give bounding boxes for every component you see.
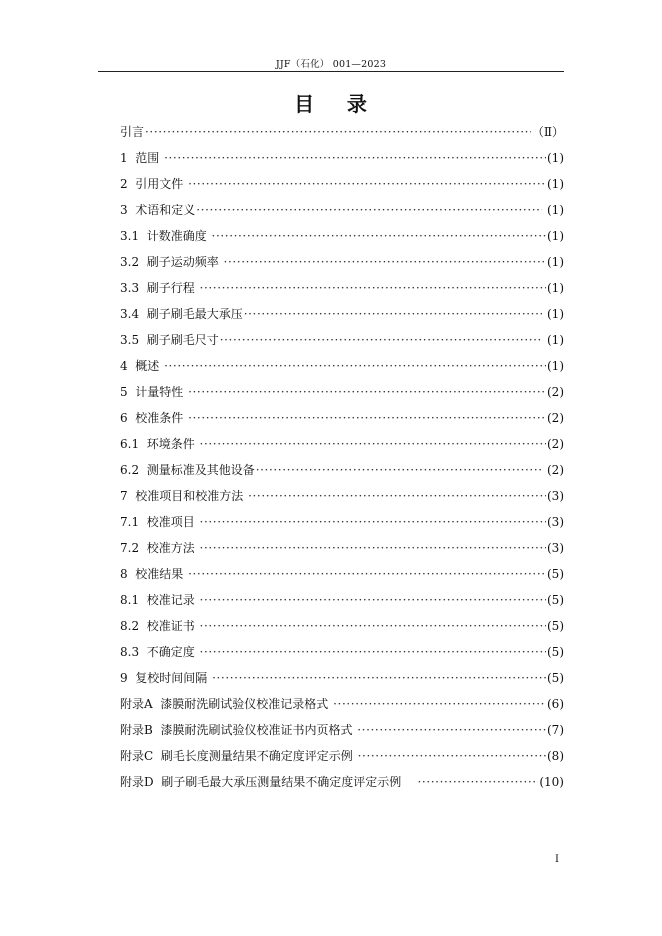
toc-entry-6-2[interactable]	[120, 457, 564, 483]
toc-entry-page: (2)	[547, 385, 564, 399]
toc-entry-label: 附录C 刷毛长度测量结果不确定度评定示例	[120, 749, 357, 763]
toc-leader-dots	[200, 613, 546, 639]
toc-leader-dots	[244, 301, 542, 327]
toc-entry-foreword[interactable]	[120, 119, 564, 145]
toc-entry-7-2[interactable]	[120, 535, 564, 561]
toc-entry-label: 3.4 刷子刷毛最大承压	[120, 307, 243, 321]
toc-entry-appendix-b[interactable]	[120, 717, 564, 743]
toc-entry-label: 6.2 测量标准及其他设备	[120, 463, 255, 477]
toc-entry-label: 附录B 漆膜耐洗刷试验仪校准证书内页格式	[120, 723, 357, 737]
toc-entry-3-3[interactable]	[120, 275, 564, 301]
toc-entry-6-1[interactable]	[120, 431, 564, 457]
toc-entry-1[interactable]	[120, 145, 564, 171]
toc-entry-label: 8.1 校准记录	[120, 593, 199, 607]
toc-leader-dots	[418, 769, 539, 795]
toc-entry-8[interactable]	[120, 561, 564, 587]
toc-entry-label: 2 引用文件	[120, 177, 188, 191]
toc-entry-label: 6 校准条件	[120, 411, 188, 425]
header-rule	[98, 71, 564, 72]
toc-entry-page: (1)	[543, 333, 564, 347]
toc-entry-2[interactable]	[120, 171, 564, 197]
toc-entry-page: (5)	[547, 593, 564, 607]
toc-entry-label: 6.1 环境条件	[120, 437, 199, 451]
toc-leader-dots	[145, 119, 531, 145]
toc-entry-label: 引言	[120, 125, 145, 139]
toc-leader-dots	[256, 457, 542, 483]
toc-entry-8-3[interactable]	[120, 639, 564, 665]
toc-leader-dots	[188, 171, 546, 197]
toc-entry-page: (3)	[547, 515, 564, 529]
toc-entry-7-1[interactable]	[120, 509, 564, 535]
toc-entry-3-4[interactable]	[120, 301, 564, 327]
toc-entry-label: 附录D 刷子刷毛最大承压测量结果不确定度评定示例	[120, 775, 417, 789]
toc-entry-page: (1)	[543, 307, 564, 321]
toc-leader-dots	[212, 665, 546, 691]
toc-leader-dots	[200, 509, 546, 535]
toc-leader-dots	[196, 197, 542, 223]
toc-entry-page: (1)	[547, 151, 564, 165]
toc-leader-dots	[200, 587, 546, 613]
toc-leader-dots	[200, 639, 546, 665]
toc-leader-dots	[200, 275, 546, 301]
running-header: JJF（石化） 001—2023	[275, 59, 387, 70]
page-title: 目 录	[294, 92, 368, 116]
toc-entry-page: (1)	[547, 359, 564, 373]
toc-entry-label: 附录A 漆膜耐洗刷试验仪校准记录格式	[120, 697, 333, 711]
toc-entry-page: (1)	[547, 255, 564, 269]
toc-leader-dots	[358, 743, 546, 769]
toc-entry-page: (2)	[547, 437, 564, 451]
toc-entry-label: 3.1 计数准确度	[120, 229, 211, 243]
toc-leader-dots	[212, 223, 546, 249]
toc-entry-label: 4 概述	[120, 359, 164, 373]
toc-leader-dots	[164, 353, 546, 379]
toc-leader-dots	[200, 431, 546, 457]
toc-entry-label: 3 术语和定义	[120, 203, 196, 217]
toc-entry-7[interactable]	[120, 483, 564, 509]
toc-entry-page: (5)	[547, 567, 564, 581]
toc-entry-label: 3.2 刷子运动频率	[120, 255, 223, 269]
toc-entry-page: (1)	[543, 203, 564, 217]
toc-entry-3-5[interactable]	[120, 327, 564, 353]
toc-leader-dots	[188, 561, 546, 587]
toc-entry-page: (10)	[539, 775, 564, 789]
toc-entry-page: (8)	[547, 749, 564, 763]
toc-entry-page: (3)	[547, 541, 564, 555]
toc-entry-page: (2)	[543, 463, 564, 477]
toc-entry-label: 3.3 刷子行程	[120, 281, 199, 295]
toc-leader-dots	[164, 145, 546, 171]
toc-entry-label: 7.2 校准方法	[120, 541, 199, 555]
toc-entry-label: 9 复校时间间隔	[120, 671, 212, 685]
toc-entry-5[interactable]	[120, 379, 564, 405]
toc-leader-dots	[220, 327, 542, 353]
toc-entry-page: (5)	[547, 619, 564, 633]
toc-entry-page: (3)	[547, 489, 564, 503]
toc-entry-label: 8.2 校准证书	[120, 619, 199, 633]
toc-entry-8-1[interactable]	[120, 587, 564, 613]
toc-leader-dots	[224, 249, 546, 275]
toc-entry-label: 7.1 校准项目	[120, 515, 199, 529]
toc-entry-label: 3.5 刷子刷毛尺寸	[120, 333, 219, 347]
toc-entry-page: (7)	[547, 723, 564, 737]
toc-entry-page: (1)	[547, 281, 564, 295]
toc-entry-appendix-c[interactable]	[120, 743, 564, 769]
toc-entry-4[interactable]	[120, 353, 564, 379]
toc-entry-label: 7 校准项目和校准方法	[120, 489, 248, 503]
toc-entry-label: 1 范围	[120, 151, 164, 165]
toc-entry-label: 8.3 不确定度	[120, 645, 199, 659]
toc-entry-3[interactable]	[120, 197, 564, 223]
table-of-contents	[120, 119, 564, 795]
toc-entry-9[interactable]	[120, 665, 564, 691]
toc-leader-dots	[188, 405, 546, 431]
toc-entry-page: (1)	[547, 229, 564, 243]
toc-leader-dots	[188, 379, 546, 405]
toc-leader-dots	[357, 717, 546, 743]
toc-entry-label: 5 计量特性	[120, 385, 188, 399]
toc-entry-label: 8 校准结果	[120, 567, 188, 581]
toc-entry-page: (5)	[547, 671, 564, 685]
toc-leader-dots	[333, 691, 546, 717]
toc-entry-3-2[interactable]	[120, 249, 564, 275]
toc-entry-page: (1)	[547, 177, 564, 191]
toc-entry-page: (6)	[547, 697, 564, 711]
toc-entry-page: (2)	[547, 411, 564, 425]
toc-leader-dots	[200, 535, 546, 561]
toc-entry-8-2[interactable]	[120, 613, 564, 639]
toc-entry-appendix-a[interactable]	[120, 691, 564, 717]
toc-entry-3-1[interactable]	[120, 223, 564, 249]
toc-entry-appendix-d[interactable]	[120, 769, 564, 795]
toc-entry-6[interactable]	[120, 405, 564, 431]
toc-entry-page: （Ⅱ）	[531, 125, 564, 139]
toc-entry-page: (5)	[547, 645, 564, 659]
toc-leader-dots	[248, 483, 546, 509]
page-number: I	[555, 854, 559, 865]
